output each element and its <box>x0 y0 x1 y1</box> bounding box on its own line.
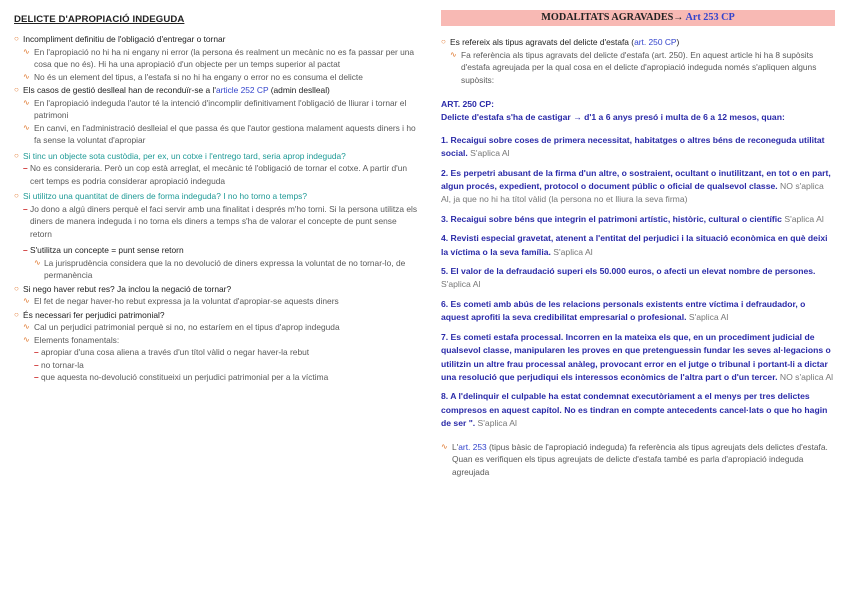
left-item-8 <box>14 190 419 203</box>
circle-bullet-icon: ○ <box>14 34 19 43</box>
left-item-15 <box>14 321 419 334</box>
item-text: no tornar-la <box>41 359 84 370</box>
left-item-1 <box>14 46 419 71</box>
left-item-18 <box>14 359 419 372</box>
item-text: No és un element del tipus, a l'estafa si no hi ha engany o error no es consuma el delicte <box>34 71 363 82</box>
left-item-11 <box>14 257 419 282</box>
item-text: Si utilitzo una quantitat de diners de forma indeguda? I no ho torno a temps? <box>23 191 308 201</box>
art-intro: Delicte d'estafa s'ha de castigar → d'1 a 6 anys presó i multa de 6 a 12 mesos, quan: <box>441 112 785 123</box>
left-item-9 <box>14 203 419 241</box>
art-point-8 <box>441 390 835 430</box>
left-item-5 <box>14 122 419 147</box>
item-text: Si nego haver rebut res? Ja inclou la negació de tornar? <box>23 283 232 294</box>
art-points <box>441 134 835 431</box>
intro-bullet <box>441 36 835 49</box>
right-title-bar <box>441 10 835 26</box>
item-text: En canvi, en l'administració deslleial el que passa és que l'autor gestiona malament aquests diners i ho fa sense la voluntat d'apropiar <box>34 122 416 145</box>
item-text: S'utilitza un concepte = punt sense retorn <box>30 245 184 255</box>
item-text: El fet de negar haver-ho rebut expressa ja la voluntat d'apropiar-se aquests diners <box>34 296 339 306</box>
dash-bullet-icon: – <box>23 163 28 173</box>
squiggle-bullet-icon: ∿ <box>23 334 30 344</box>
left-item-17 <box>14 346 419 359</box>
circle-bullet-icon: ○ <box>14 309 19 319</box>
left-item-16 <box>14 334 419 347</box>
point-text: 4. Revisti especial gravetat, atenent a l'entitat del perjudici i la situació econòmica en què deixi la víctima o la seva família. <box>441 233 828 257</box>
left-item-2 <box>14 71 419 84</box>
article-252-link[interactable]: article 252 CP <box>215 85 269 95</box>
point-applicability: S'aplica Al <box>467 148 510 159</box>
point-applicability: NO s'aplica Al, ja que no hi ha títol vàlid (la persona no et lliura la seva firma) <box>441 181 824 205</box>
point-text: 7. Es cometi estafa processal. Incorren en la mateixa els que, en un procediment judicial de qualsevol classe, manipularen les proves en que pretenguessin fundar les seves al·legacions o utilitzin un altre frau processal anàleg, provocant error en el jutge o tribunal i portant-li a dictar una resolució que perjudiqui els interessos econòmics de l'altra part o d'un tercer. <box>441 331 831 382</box>
point-text: 8. A l'delinquir el culpable ha estat condemnat executòriament a el menys per tres delictes compresos en aquest capítol. No es tindran en compte antecedents cancel·lats o que ho hagin de ser ". <box>441 391 828 429</box>
item-text: que aquesta no-devolució constitueixi un perjudici patrimonial per a la víctima <box>41 372 329 382</box>
right-title-link[interactable]: Art 253 CP <box>685 12 735 23</box>
item-text: Si tinc un objecte sota custòdia, per ex, un cotxe i l'entrego tard, seria aprop indeguda? <box>23 150 346 161</box>
left-item-0 <box>14 33 419 46</box>
intro-pre: Es refereix als tipus agravats del delicte d'estafa ( <box>450 37 635 47</box>
item-text: En l'apropiació indeguda l'autor té la intenció d'incomplir definitivament l'obligació de lliurar i tornar el patrimoni <box>34 97 407 120</box>
squiggle-bullet-icon: ∿ <box>23 322 30 331</box>
squiggle-bullet-icon: ∿ <box>23 97 30 107</box>
item-text: No es consideraria. Però un cop està arreglat, el mecànic té l'obligació de tornar el cotxe. A partir d'un cert temps es podria considerar apropiació indeguda <box>30 163 408 186</box>
dash-bullet-icon: – <box>34 372 39 382</box>
intro-post: ) <box>676 37 680 47</box>
dash-bullet-icon: – <box>34 359 39 370</box>
intro-sub-text: Fa referència als tipus agravats del delicte d'estafa (art. 250). En aquest article hi ha 8 supòsits d'estafa agreujada per la qual cosa en el delicte d'apropiació indeguda només s'apliquen alguns supòsits: <box>461 49 817 85</box>
left-item-19 <box>14 371 419 384</box>
point-applicability: NO s'aplica Al <box>777 371 834 382</box>
item-text-pre: Els casos de gestió deslleal han de reconduïr-se a l' <box>23 85 216 95</box>
left-items <box>14 33 419 384</box>
item-text: Cal un perjudici patrimonial perquè si no, no estaríem en el tipus d'aprop indeguda <box>34 322 340 332</box>
footer-bullet <box>441 441 835 479</box>
squiggle-bullet-icon: ∿ <box>450 49 457 59</box>
left-item-12 <box>14 283 419 296</box>
art-point-3 <box>441 213 835 226</box>
item-text: Elements fonamentals: <box>34 334 120 345</box>
item-text-post: (admin deslleal) <box>268 85 330 95</box>
circle-bullet-icon: ○ <box>14 191 19 200</box>
intro-sub-bullet <box>441 49 835 87</box>
item-text: apropiar d'una cosa aliena a través d'un títol vàlid o negar haver-la rebut <box>41 347 310 357</box>
art-point-4 <box>441 232 835 259</box>
point-text: 5. El valor de la defraudació superi els 50.000 euros, o afecti un elevat nombre de persones. <box>441 266 816 277</box>
intro-link-art250[interactable]: art. 250 CP <box>634 37 677 47</box>
point-applicability: S'aplica Al <box>550 246 593 257</box>
footer-post: (tipus bàsic de l'apropiació indeguda) fa referència als tipus agreujats dels delictes d'estafa. Quan es verifiquen els tipus agreujats de delicte d'estafa també es parla d'apropiació indeguda agreujada <box>452 441 828 477</box>
squiggle-bullet-icon: ∿ <box>23 122 30 132</box>
item-text: La jurisprudència considera que la no devolució de diners expressa la voluntat de no tornar-lo, de permanència <box>44 257 406 280</box>
point-text: 2. Es perpetri abusant de la firma d'un altre, o sostraient, ocultant o inutilitzant, en tot o en part, algun procés, expedient, protocol o document públic o oficial de qualsevol classe. <box>441 167 831 192</box>
art-point-7 <box>441 331 835 385</box>
point-applicability: S'aplica Al <box>781 213 824 224</box>
left-column <box>14 10 419 384</box>
dash-bullet-icon: – <box>23 203 28 214</box>
point-applicability: S'aplica Al <box>475 418 517 429</box>
arrow-glyph: → <box>673 12 684 23</box>
point-text: 3. Recaigui sobre béns que integrin el patrimoni artístic, històric, cultural o científic <box>441 213 782 224</box>
circle-bullet-icon: ○ <box>14 85 19 94</box>
footer-link-art253[interactable]: art. 253 <box>458 441 487 452</box>
footer-pre: L' <box>452 441 459 452</box>
left-item-4 <box>14 97 419 122</box>
squiggle-bullet-icon: ∿ <box>23 46 30 56</box>
circle-bullet-icon: ○ <box>14 150 19 160</box>
point-text: 6. Es cometi amb abús de les relacions personals existents entre víctima i defraudador, o aquest aprofiti la seva credibilitat empresarial o profesional. <box>441 298 806 323</box>
circle-bullet-icon: ○ <box>441 37 446 46</box>
art-point-6 <box>441 298 835 325</box>
item-text: És necessari fer perjudici patrimonial? <box>23 309 165 320</box>
point-applicability: S'aplica Al <box>441 279 481 290</box>
circle-bullet-icon: ○ <box>14 283 19 293</box>
left-item-3 <box>14 84 419 97</box>
dash-bullet-icon: – <box>34 347 39 357</box>
left-item-13 <box>14 295 419 308</box>
item-text: Jo dono a algú diners perquè el faci servir amb una finalitat i després m'ho torni. Si la persona utilitza els diners de manera indeguda i no torna els diners a temps s'ha de valorar el concepte de punt sense retorn <box>30 203 418 239</box>
point-applicability: S'aplica Al <box>686 312 729 323</box>
art-point-5 <box>441 265 835 292</box>
item-text: Incompliment definitiu de l'obligació d'entregar o tornar <box>23 34 226 44</box>
squiggle-bullet-icon: ∿ <box>34 257 41 267</box>
right-column <box>441 10 835 478</box>
left-item-14 <box>14 309 419 322</box>
left-item-10 <box>14 244 419 257</box>
point-text: 1. Recaigui sobre coses de primera necessitat, habitatges o altres béns de reconeguda utilitat social. <box>441 134 825 159</box>
item-text: En l'apropiació no hi ha ni engany ni error (la persona és realment un mecànic no es fa passar per una cosa que no és). Hi ha una apropiació d'un objecte per un temps superior al pactat <box>34 46 415 69</box>
left-item-7 <box>14 162 419 187</box>
left-title: DELICTE D'APROPIACIÓ INDEGUDA <box>14 14 185 25</box>
art-point-1 <box>441 134 835 161</box>
right-title: MODALITATS AGRAVADES <box>541 12 674 23</box>
art-point-2 <box>441 167 835 207</box>
left-item-6 <box>14 150 419 163</box>
squiggle-bullet-icon: ∿ <box>23 71 30 81</box>
squiggle-bullet-icon: ∿ <box>441 441 448 451</box>
art-heading: ART. 250 CP: <box>441 99 495 109</box>
dash-bullet-icon: – <box>23 245 28 255</box>
squiggle-bullet-icon: ∿ <box>23 296 30 305</box>
